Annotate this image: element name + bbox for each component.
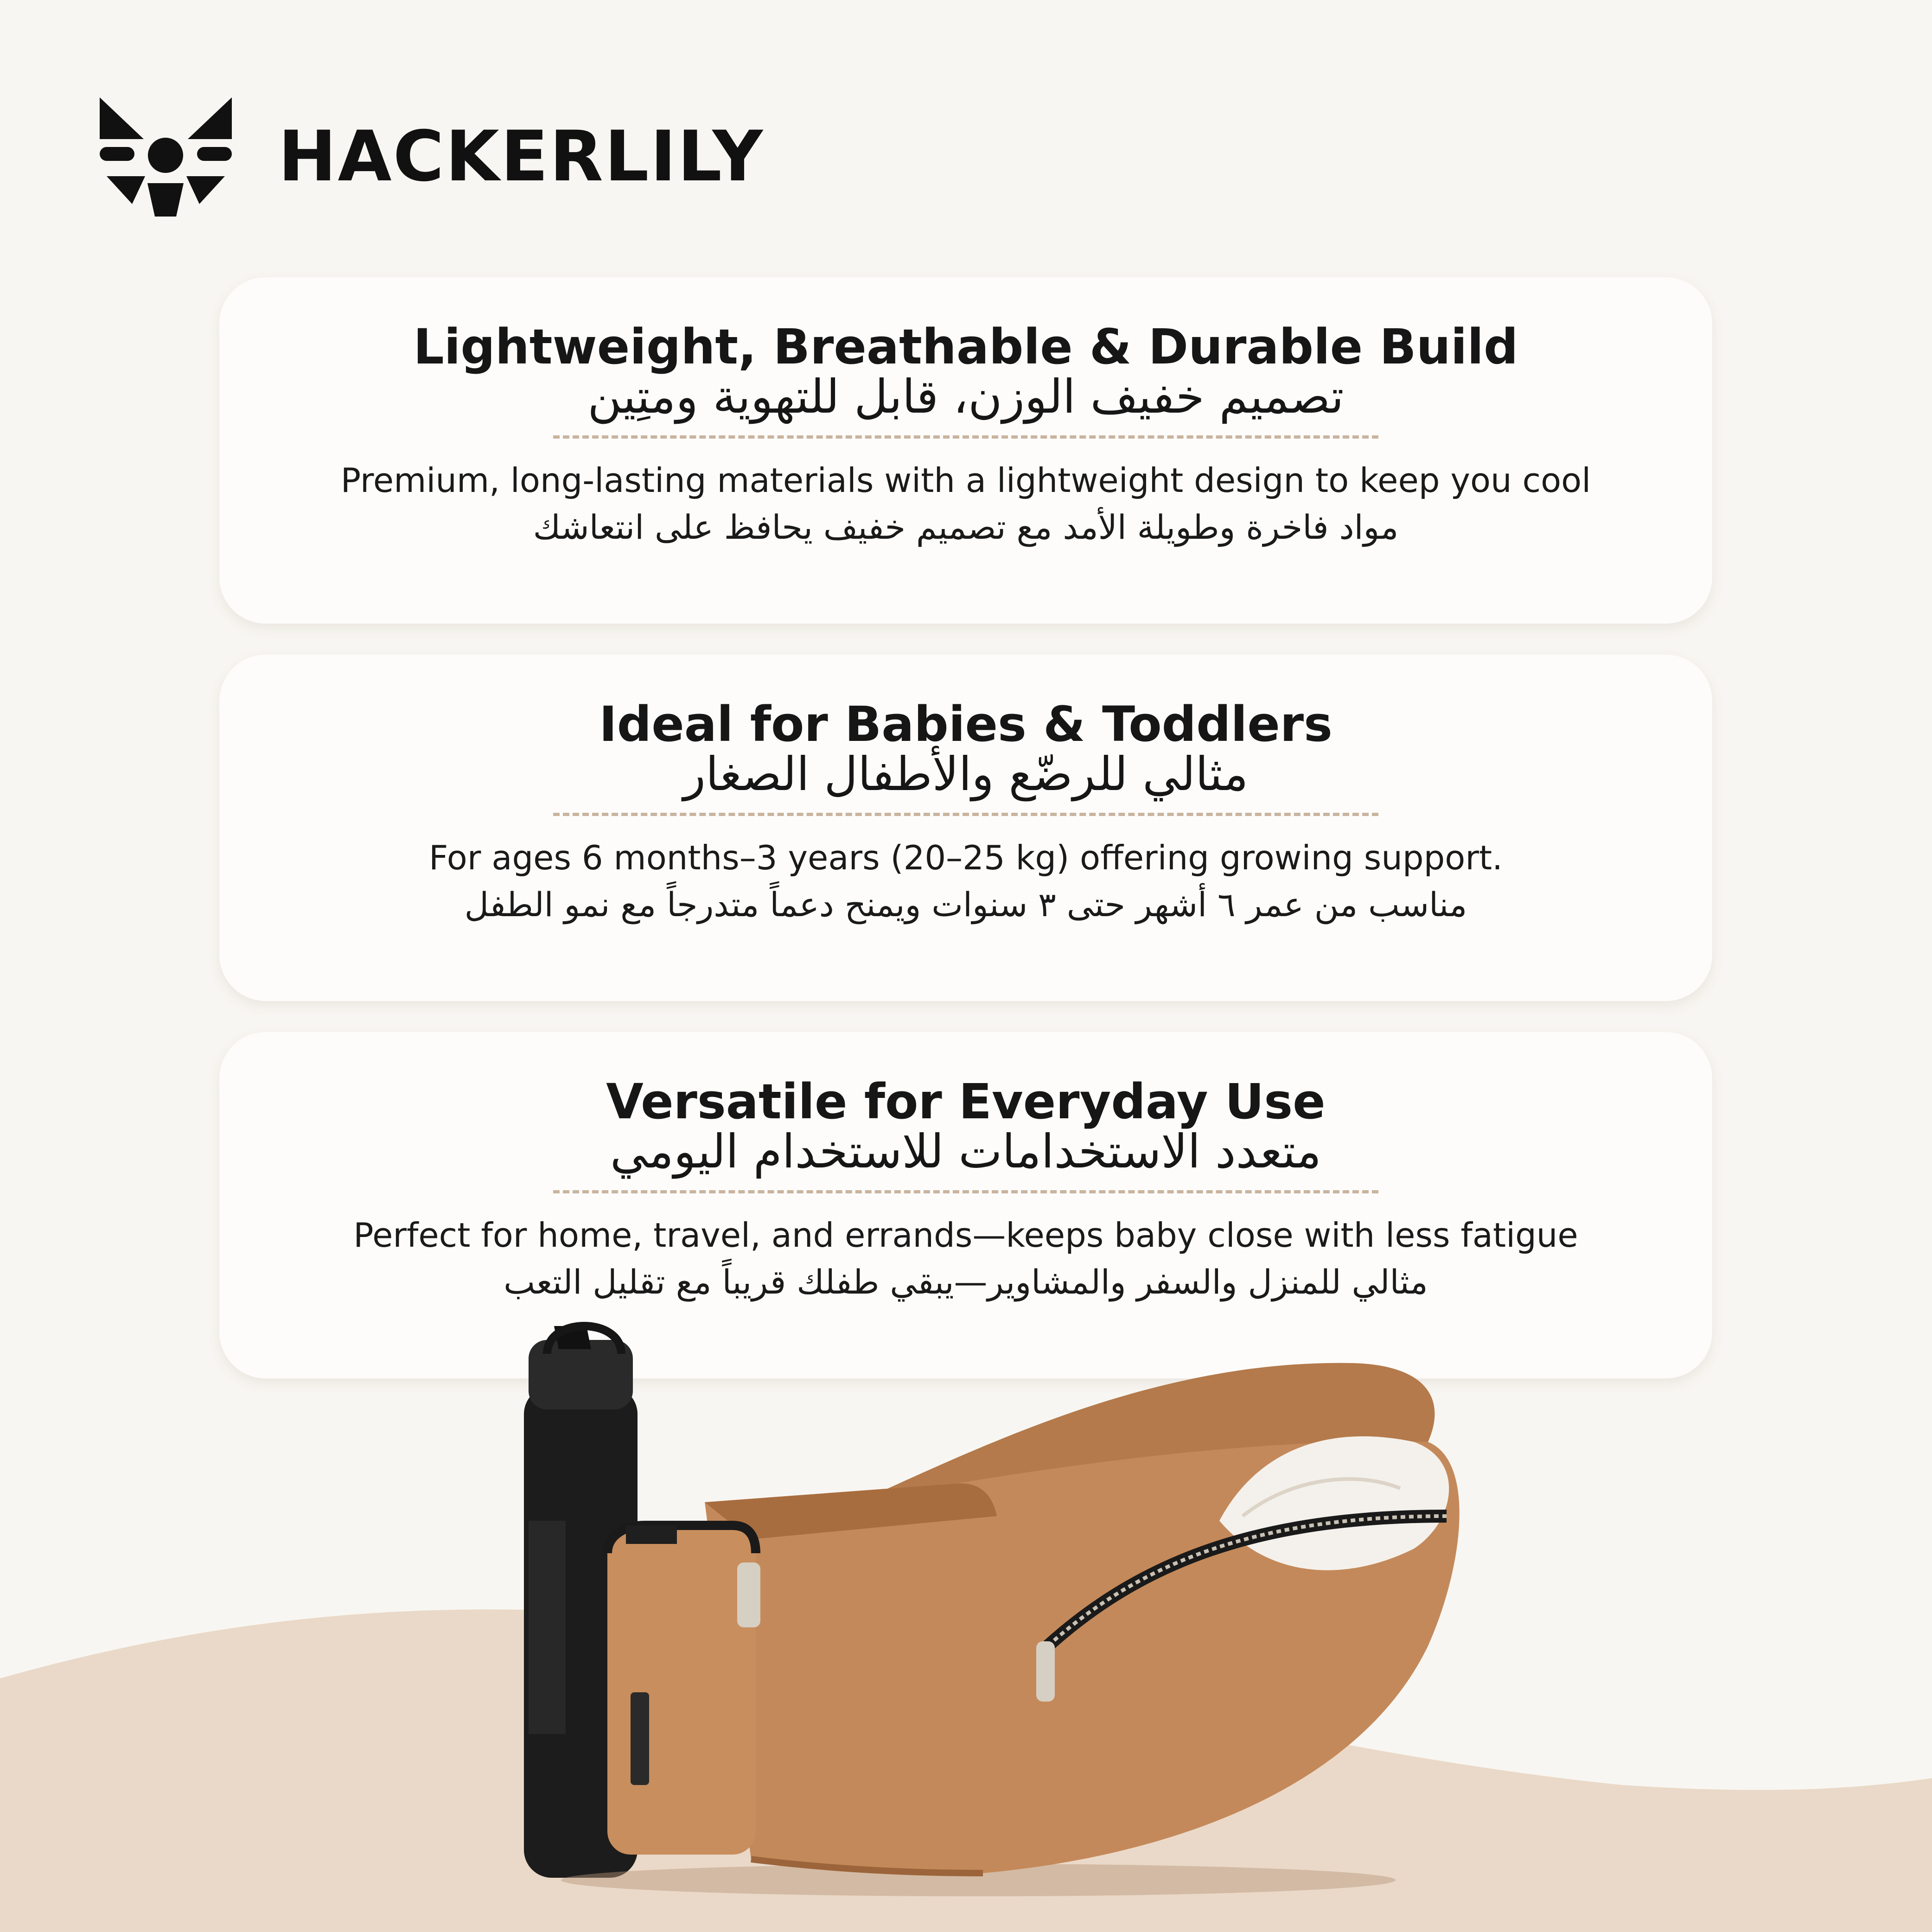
dashed-divider xyxy=(553,813,1378,816)
feature-title-ar: متعدد الاستخدامات للاستخدام اليومي xyxy=(610,1124,1321,1179)
brand-name: HACKERLILY xyxy=(278,116,765,197)
dashed-divider xyxy=(553,435,1378,439)
feature-card-babies-toddlers xyxy=(219,655,1712,1001)
feature-description-ar: مناسب من عمر ٦ أشهر حتى ٣ سنوات ويمنح دعماً متدرجاً مع نمو الطفل xyxy=(464,885,1467,925)
feature-description-ar: مثالي للمنزل والسفر والمشاوير—يبقي طفلك قريباً مع تقليل التعب xyxy=(504,1262,1428,1302)
feature-title-en: Versatile for Everyday Use xyxy=(606,1073,1326,1130)
feature-description-en: Premium, long-lasting materials with a lightweight design to keep you cool xyxy=(340,461,1591,500)
feature-description-en: For ages 6 months–3 years (20–25 kg) offering growing support. xyxy=(428,838,1503,878)
cat-face-logo-icon xyxy=(100,95,232,218)
hip-seat-carrier-icon xyxy=(491,1321,1502,1896)
feature-description-ar: مواد فاخرة وطويلة الأمد مع تصميم خفيف يحافظ على انتعاشك xyxy=(533,508,1399,547)
feature-title-en: Lightweight, Breathable & Durable Build xyxy=(413,319,1518,375)
feature-card-lightweight xyxy=(219,277,1712,624)
brand-header xyxy=(100,95,764,218)
feature-title-ar: تصميم خفيف الوزن، قابل للتهوية ومتِين xyxy=(587,370,1344,424)
feature-description-en: Perfect for home, travel, and errands—keeps baby close with less fatigue xyxy=(353,1216,1578,1255)
feature-title-ar: مثالي للرضّع والأطفال الصغار xyxy=(683,747,1249,802)
dashed-divider xyxy=(553,1190,1378,1193)
feature-title-en: Ideal for Babies & Toddlers xyxy=(599,696,1333,752)
